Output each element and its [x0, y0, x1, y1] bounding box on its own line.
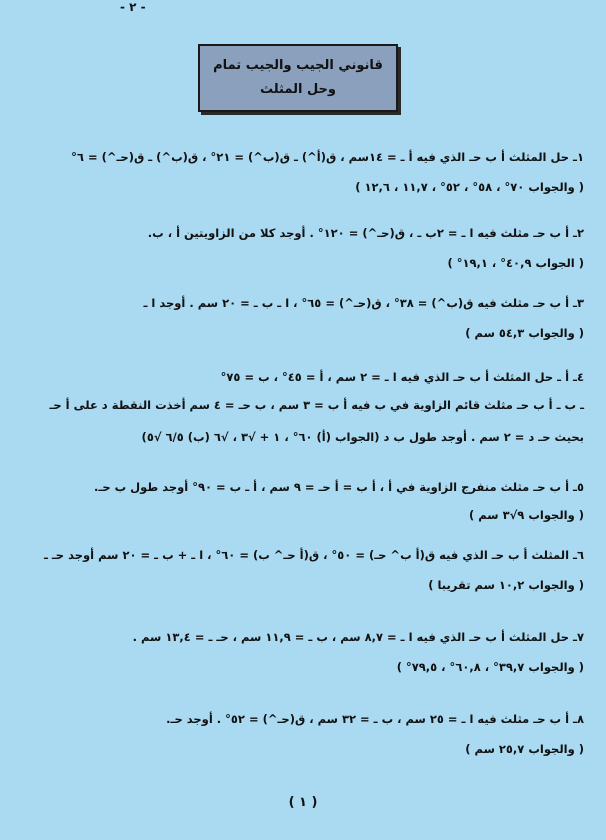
- problem-1-statement: ١ـ حل المثلث أ ب حـ الذي فيه أ ـ = ١٤سم ، ق(أ^) ـ ق(ب^) = ٢١° ، ق(ب^) ـ ق(حـ^) = ٦°: [71, 150, 584, 164]
- top-page-mark: - ٢ -: [120, 0, 146, 14]
- problem-6-answer: ( والجواب ١٠,٢ سم تقريبا ): [428, 578, 584, 592]
- problem-2-answer: ( الجواب ٤٠,٩° ، ١٩,١° ): [447, 256, 584, 270]
- problem-7-statement: ٧ـ حل المثلث أ ب حـ الذي فيه ا ـ = ٨,٧ سم ، ب ـ = ١١,٩ سم ، حـ ـ = ١٣,٤ سم .: [132, 630, 584, 644]
- problem-2-statement: ٢ـ أ ب حـ مثلث فيه ا ـ = ٢ب ـ ، ق(حـ^) = ١٢٠° . أوجد كلا من الزاويتين أ ، ب.: [147, 226, 584, 240]
- problem-3-statement: ٣ـ أ ب حـ مثلث فيه ق(ب^) = ٣٨° ، ق(حـ^) = ٦٥° ، ا ـ ب ـ = ٢٠ سم . أوجد ا ـ: [143, 296, 584, 310]
- problem-1-answer: ( والجواب ٧٠° ، ٥٨° ، ٥٢° ، ١١,٧ ، ١٢,٦ ): [355, 180, 584, 194]
- problem-8-statement: ٨ـ أ ب حـ مثلث فيه ا ـ = ٢٥ سم ، ب ـ = ٣٢ سم ، ق(حـ^) = ٥٢° . أوجد حـ.: [166, 712, 584, 726]
- problem-3-answer: ( والجواب ٥٤,٣ سم ): [465, 326, 584, 340]
- problem-5-statement: ٥ـ أ ب حـ مثلث منفرج الزاوية في أ ، أ ب = أ حـ = ٩ سم ، أ ـ ب = ٩٠° أوجد طول ب حـ.: [94, 480, 584, 494]
- title-box: [198, 44, 398, 112]
- problem-4-part-b-cont: بحيث حـ د = ٢ سم . أوجد طول ب د (الجواب (أ) ٦٠° ، ١ + √٣ ، √٦ (ب) ٦/٥ √٥): [141, 430, 584, 444]
- problem-4-part-b: ـ ب ـ أ ب حـ مثلث قائم الزاوية في ب فيه أ ب = ٣ سم ، ب حـ = ٤ سم أخذت النقطة د على أ حـ: [49, 398, 584, 412]
- problem-8-answer: ( والجواب ٢٥,٧ سم ): [465, 742, 584, 756]
- problem-6-statement: ٦ـ المثلث أ ب حـ الذي فيه ق(أ ب^ حـ) = ٥٠° ، ق(أ حـ^ ب) = ٦٠° ، ا ـ + ب ـ = ٢٠ سم أوجد حـ ـ: [43, 548, 584, 562]
- page-number: ( ١ ): [288, 795, 318, 810]
- title-line-2: وحل المثلث: [259, 82, 336, 97]
- problem-4-part-a: ٤ـ أ ـ حل المثلث أ ب حـ الذي فيه ا ـ = ٢ سم ، أ = ٤٥° ، ب = ٧٥°: [220, 370, 584, 384]
- problem-5-answer: ( والجواب ٩√٣ سم ): [469, 508, 584, 522]
- title-line-1: قانوني الجيب والجيب تمام: [213, 58, 383, 73]
- problem-7-answer: ( والجواب ٣٩,٧° ، ٦٠,٨° ، ٧٩,٥° ): [396, 660, 584, 674]
